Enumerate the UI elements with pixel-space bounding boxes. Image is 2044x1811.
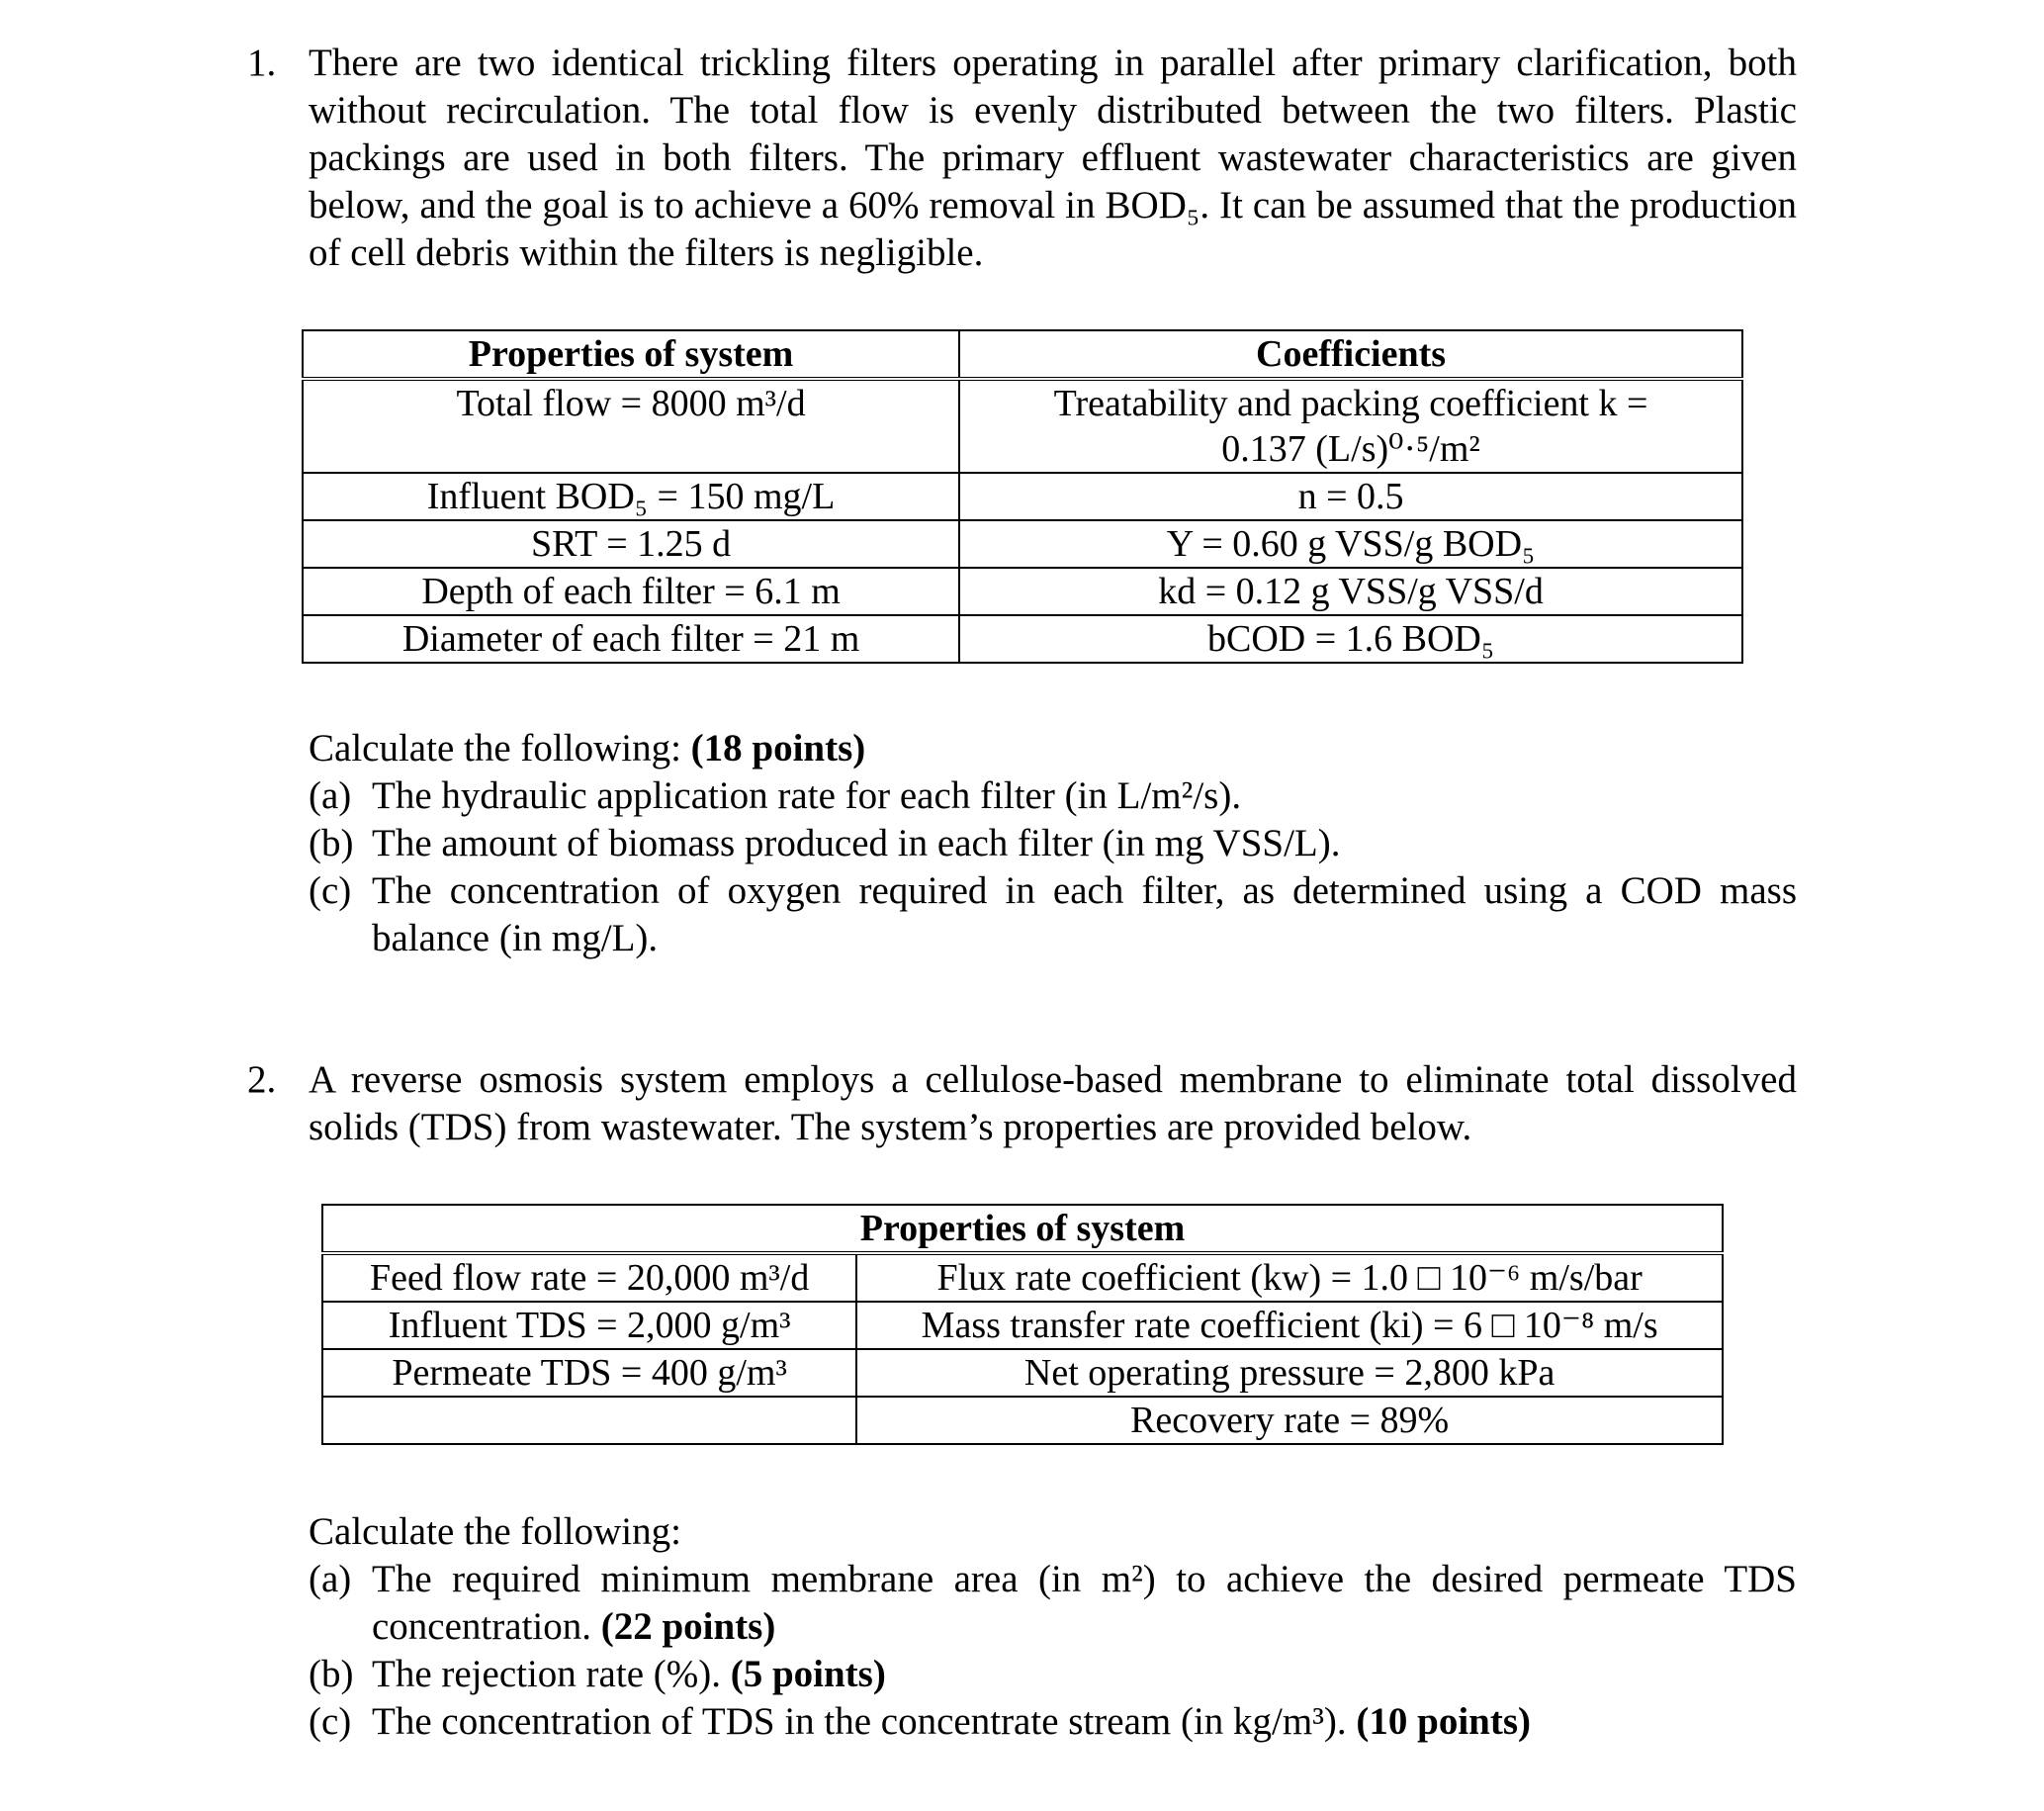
q1-table-cell: SRT = 1.25 d — [303, 520, 959, 568]
q2-part-a-points: (22 points) — [600, 1605, 776, 1648]
q1-calc-heading — [309, 725, 1797, 772]
q1-part-c-label: (c) — [309, 869, 352, 912]
q1-part-a-label: (a) — [309, 774, 352, 817]
q1-table-cell: n = 0.5 — [959, 473, 1742, 520]
question-1-calc — [309, 725, 1797, 962]
q1-table-header-left: Properties of system — [303, 330, 959, 379]
q2-part-a — [309, 1556, 1797, 1651]
q2-part-c-text: The concentration of TDS in the concentrate stream (in kg/m³). — [372, 1700, 1347, 1743]
question-1-number: 1. — [247, 42, 277, 84]
q1-table-cell: Diameter of each filter = 21 m — [303, 615, 959, 663]
q2-part-c-points: (10 points) — [1356, 1700, 1532, 1743]
q2-part-b-text: The rejection rate (%). — [372, 1653, 721, 1695]
q1-part-a — [309, 772, 1797, 820]
question-2-table — [321, 1204, 1724, 1445]
q2-table-cell: Net operating pressure = 2,800 kPa — [856, 1349, 1723, 1397]
q2-part-c — [309, 1698, 1797, 1746]
q1-table-cell: bCOD = 1.6 BOD₅ — [959, 615, 1742, 663]
q1-table-cell: Influent BOD₅ = 150 mg/L — [303, 473, 959, 520]
q2-part-c-label: (c) — [309, 1700, 352, 1743]
q1-table-cell: Total flow = 8000 m³/d — [303, 379, 959, 473]
q2-table-header: Properties of system — [322, 1205, 1723, 1253]
q1-part-b-text: The amount of biomass produced in each filter (in mg VSS/L). — [372, 822, 1341, 864]
question-2-number: 2. — [247, 1058, 277, 1101]
question-1-intro: There are two identical trickling filters operating in parallel after primary clarification, both without recirculation. The total flow is evenly distributed between the two filters. Plastic packings are used in both filters. The primary effluent wastewater characteristics are given below, and the goal is to achieve a 60% removal in BOD₅. It can be assumed that the production of cell debris within the filters is negligible. — [309, 42, 1797, 274]
q1-k-line-2: 0.137 (L/s)⁰·⁵/m² — [1221, 428, 1480, 470]
q1-calc-points: (18 points) — [690, 727, 866, 770]
q1-part-b — [309, 820, 1797, 867]
q1-table-header-right: Coefficients — [959, 330, 1742, 379]
q1-table-cell — [959, 379, 1742, 473]
q2-table-cell: Recovery rate = 89% — [856, 1397, 1723, 1444]
q2-part-b-points: (5 points) — [730, 1653, 886, 1695]
question-2-calc — [309, 1508, 1797, 1746]
q1-part-c-text: The concentration of oxygen required in each filter, as determined using a COD mass balance (in mg/L). — [372, 869, 1797, 959]
q1-calc-prefix: Calculate the following: — [309, 727, 691, 770]
q2-table-cell: Mass transfer rate coefficient (ki) = 6 □ 10⁻⁸ m/s — [856, 1302, 1723, 1349]
q2-part-b — [309, 1651, 1797, 1698]
q2-table-cell: Permeate TDS = 400 g/m³ — [322, 1349, 856, 1397]
q1-part-b-label: (b) — [309, 822, 354, 864]
q2-table-cell: Flux rate coefficient (kw) = 1.0 □ 10⁻⁶ m/s/bar — [856, 1253, 1723, 1302]
q1-table-cell: kd = 0.12 g VSS/g VSS/d — [959, 568, 1742, 615]
q2-table-cell — [322, 1397, 856, 1444]
question-1-table — [302, 329, 1743, 664]
q1-part-a-text: The hydraulic application rate for each filter (in L/m²/s). — [372, 774, 1242, 817]
q1-table-cell: Y = 0.60 g VSS/g BOD₅ — [959, 520, 1742, 568]
q2-table-cell: Influent TDS = 2,000 g/m³ — [322, 1302, 856, 1349]
q2-table-cell: Feed flow rate = 20,000 m³/d — [322, 1253, 856, 1302]
q1-k-line-1: Treatability and packing coefficient k = — [1053, 383, 1648, 424]
q2-part-a-label: (a) — [309, 1558, 352, 1600]
q2-calc-heading: Calculate the following: — [309, 1510, 681, 1553]
q2-part-a-text: The required minimum membrane area (in m²) to achieve the desired permeate TDS concentration. — [372, 1558, 1797, 1648]
q1-part-c — [309, 867, 1797, 962]
q2-part-b-label: (b) — [309, 1653, 354, 1695]
question-2-intro: A reverse osmosis system employs a cellulose-based membrane to eliminate total dissolved solids (TDS) from wastewater. The system’s properties are provided below. — [309, 1058, 1797, 1148]
q1-table-cell: Depth of each filter = 6.1 m — [303, 568, 959, 615]
